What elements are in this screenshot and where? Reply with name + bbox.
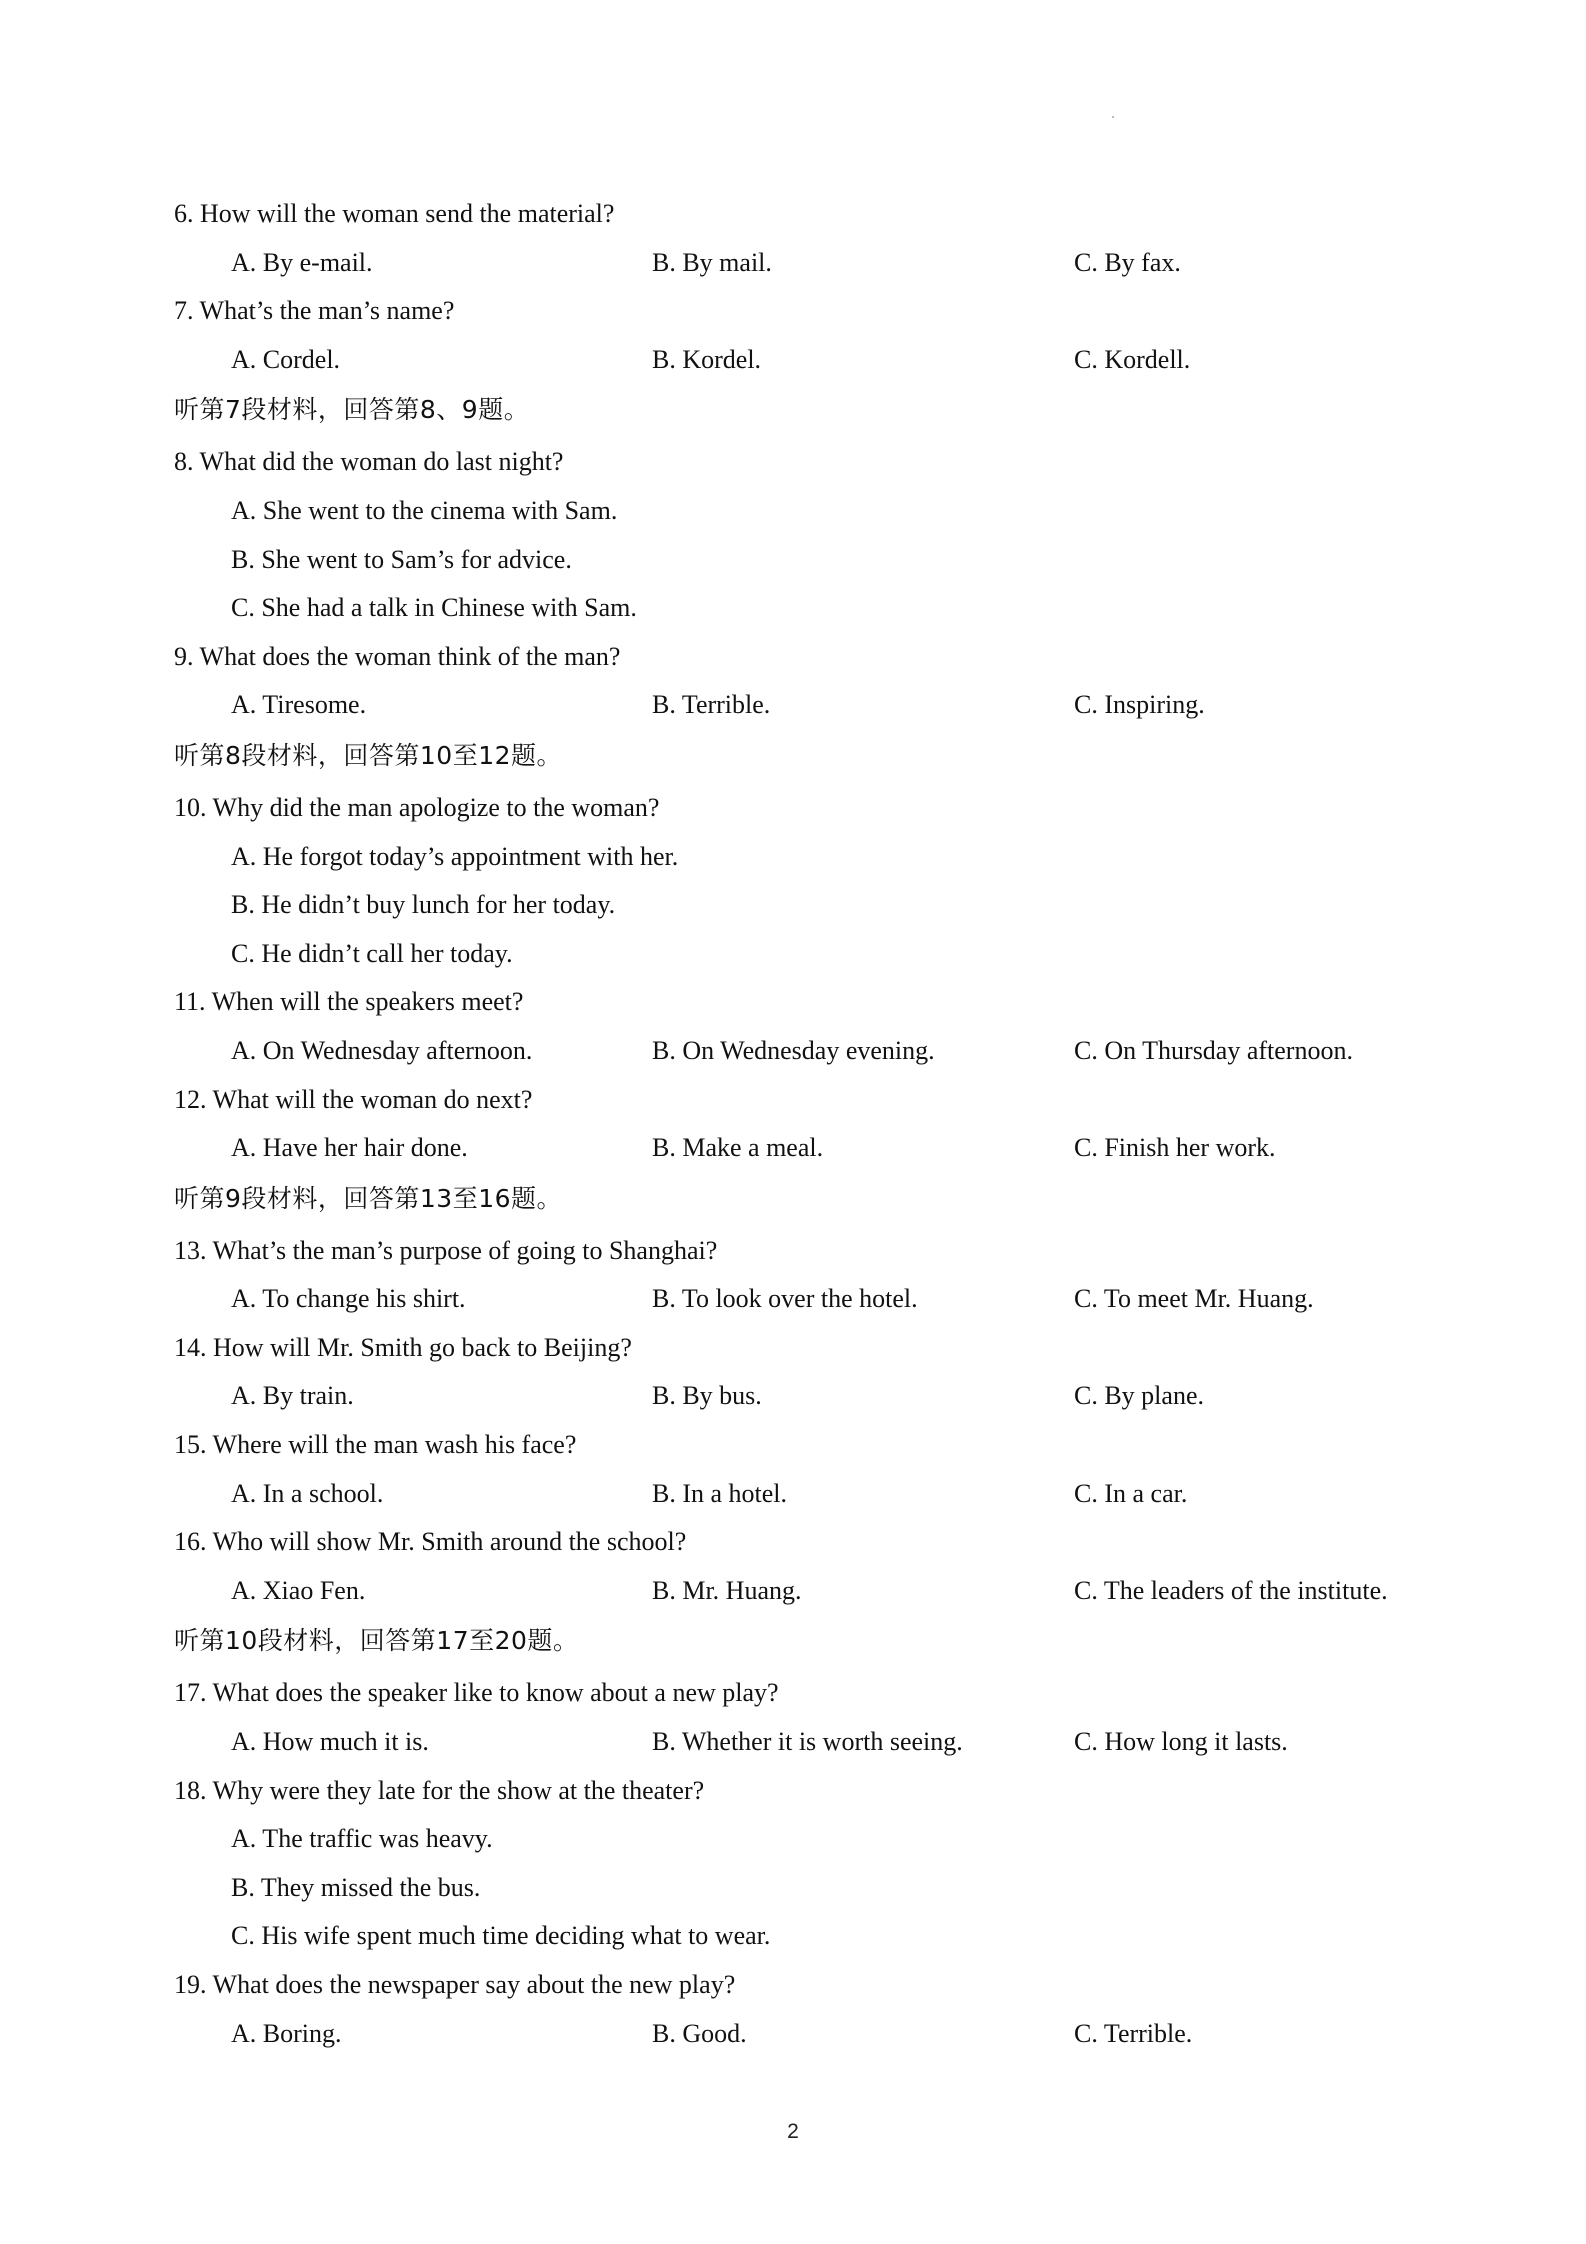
options-13 <box>174 1275 1434 1324</box>
question-18: 18. Why were they late for the show at the theater? <box>174 1775 705 1805</box>
options-9 <box>174 681 1434 730</box>
option-a: A. By e-mail. <box>231 247 373 277</box>
option-c: C. He didn’t call her today. <box>231 938 513 968</box>
question-13: 13. What’s the man’s purpose of going to Shanghai? <box>174 1235 718 1265</box>
option-b: B. By mail. <box>652 247 772 277</box>
option-a: A. On Wednesday afternoon. <box>231 1035 533 1065</box>
option-c: C. By fax. <box>1074 247 1181 277</box>
section-heading-9: 听第9段材料，回答第13至16题。 <box>174 1183 563 1213</box>
option-b: B. Whether it is worth seeing. <box>652 1727 963 1757</box>
option-a: A. The traffic was heavy. <box>231 1824 493 1854</box>
option-b: B. She went to Sam’s for advice. <box>231 544 572 574</box>
section-heading-8: 听第8段材料，回答第10至12题。 <box>174 740 563 770</box>
option-c: C. To meet Mr. Huang. <box>1074 1284 1314 1314</box>
option-c: C. Finish her work. <box>1074 1133 1276 1163</box>
question-11: 11. When will the speakers meet? <box>174 987 524 1017</box>
option-c: C. On Thursday afternoon. <box>1074 1035 1353 1065</box>
option-c: C. Terrible. <box>1074 2018 1193 2048</box>
question-9: 9. What does the woman think of the man? <box>174 641 621 671</box>
option-c: C. Kordell. <box>1074 344 1191 374</box>
option-c: C. In a car. <box>1074 1478 1188 1508</box>
question-19: 19. What does the newspaper say about the new play? <box>174 1970 736 1999</box>
scan-speck <box>1112 116 1114 118</box>
option-a: A. Boring. <box>231 2018 342 2048</box>
question-12: 12. What will the woman do next? <box>174 1084 533 1114</box>
option-b: B. By bus. <box>652 1381 762 1411</box>
option-a: A. How much it is. <box>231 1727 429 1757</box>
question-8: 8. What did the woman do last night? <box>174 447 564 477</box>
section-heading-7: 听第7段材料，回答第8、9题。 <box>174 395 530 425</box>
option-a: A. She went to the cinema with Sam. <box>231 495 618 525</box>
option-b: B. In a hotel. <box>652 1478 788 1508</box>
option-c: C. By plane. <box>1074 1381 1204 1411</box>
page-number: 2 <box>787 2120 799 2143</box>
option-c: C. She had a talk in Chinese with Sam. <box>231 593 637 623</box>
question-14: 14. How will Mr. Smith go back to Beijing? <box>174 1332 632 1362</box>
option-b: B. Terrible. <box>652 690 771 720</box>
options-16 <box>174 1567 1434 1616</box>
options-17 <box>174 1718 1434 1767</box>
question-15: 15. Where will the man wash his face? <box>174 1430 577 1460</box>
options-19 <box>174 2010 1434 2059</box>
question-list <box>174 190 1434 2058</box>
option-c: C. How long it lasts. <box>1074 1727 1288 1757</box>
option-c: C. Inspiring. <box>1074 690 1205 720</box>
option-b: B. Good. <box>652 2018 747 2048</box>
options-6 <box>174 239 1434 288</box>
options-12 <box>174 1124 1434 1173</box>
option-a: A. Xiao Fen. <box>231 1575 366 1605</box>
question-16: 16. Who will show Mr. Smith around the school? <box>174 1527 687 1557</box>
option-c: C. His wife spent much time deciding what to wear. <box>231 1921 771 1951</box>
section-heading-10: 听第10段材料，回答第17至20题。 <box>174 1626 579 1656</box>
options-14 <box>174 1372 1434 1421</box>
question-7: 7. What’s the man’s name? <box>174 296 455 326</box>
options-11 <box>174 1027 1434 1076</box>
option-b: B. He didn’t buy lunch for her today. <box>231 890 616 920</box>
question-17: 17. What does the speaker like to know about a new play? <box>174 1678 779 1708</box>
options-15 <box>174 1470 1434 1519</box>
option-a: A. He forgot today’s appointment with her. <box>231 841 679 871</box>
option-b: B. To look over the hotel. <box>652 1284 918 1314</box>
option-b: B. On Wednesday evening. <box>652 1035 935 1065</box>
option-a: A. In a school. <box>231 1478 384 1508</box>
option-a: A. Cordel. <box>231 344 341 374</box>
option-a: A. Have her hair done. <box>231 1133 468 1163</box>
option-b: B. They missed the bus. <box>231 1872 481 1902</box>
option-c: C. The leaders of the institute. <box>1074 1575 1388 1605</box>
option-a: A. Tiresome. <box>231 690 367 720</box>
option-b: B. Kordel. <box>652 344 762 374</box>
option-a: A. To change his shirt. <box>231 1284 466 1314</box>
option-b: B. Make a meal. <box>652 1133 824 1163</box>
question-10: 10. Why did the man apologize to the woman? <box>174 792 660 822</box>
option-a: A. By train. <box>231 1381 354 1411</box>
options-7 <box>174 336 1434 385</box>
question-6: 6. How will the woman send the material? <box>174 199 615 228</box>
option-b: B. Mr. Huang. <box>652 1575 802 1605</box>
